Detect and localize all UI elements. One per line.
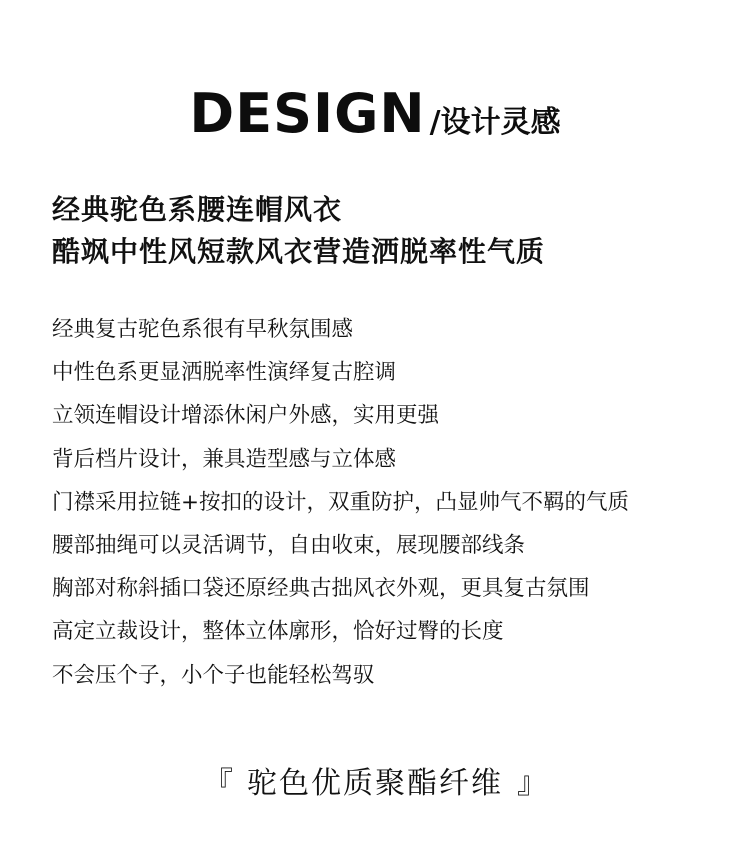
feature-item: 经典复古驼色系很有早秋氛围感 [52, 317, 354, 342]
feature-item: 门襟采用拉链+按扣的设计，双重防护，凸显帅气不羁的气质 [52, 489, 630, 515]
feature-item: 不会压个子，小个子也能轻松驾驭 [52, 662, 375, 688]
feature-list [52, 308, 629, 697]
product-headline-1: 经典驼色系腰连帽风衣 [52, 193, 343, 226]
design-heading: DESIGN [189, 82, 426, 145]
feature-item: 中性色系更显洒脱率性演绎复古腔调 [52, 360, 397, 386]
feature-item: 腰部抽绳可以灵活调节，自由收束，展现腰部线条 [52, 532, 526, 558]
feature-item: 背后档片设计，兼具造型感与立体感 [52, 446, 397, 472]
product-headline-2: 酷飒中性风短款风衣营造洒脱率性气质 [52, 235, 546, 268]
feature-item: 立领连帽设计增添休闲户外感，实用更强 [52, 403, 440, 429]
open-bracket: 『 [203, 766, 233, 801]
design-subheading: /设计灵感 [429, 105, 561, 140]
material-label: 驼色优质聚酯纤维 [247, 766, 503, 801]
close-bracket: 』 [517, 766, 547, 801]
feature-item: 胸部对称斜插口袋还原经典古拙风衣外观，更具复古氛围 [52, 576, 590, 602]
material-caption [0, 758, 750, 802]
feature-item: 高定立裁设计，整体立体廓形，恰好过臀的长度 [52, 619, 504, 645]
section-title [0, 82, 750, 145]
